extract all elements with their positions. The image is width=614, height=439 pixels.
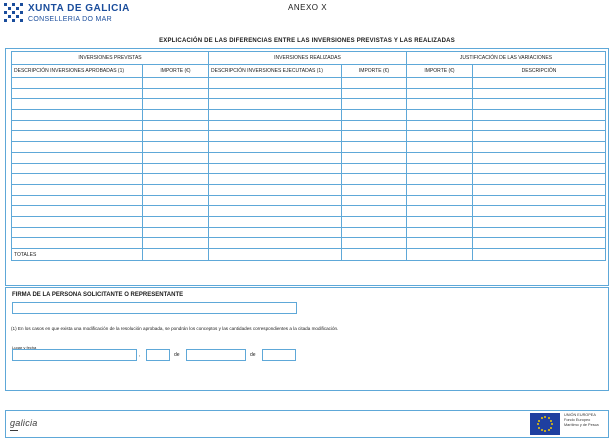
table-cell[interactable] [473, 110, 606, 121]
table-row [12, 227, 606, 238]
table-cell[interactable] [473, 163, 606, 174]
table-row [12, 131, 606, 142]
table-cell[interactable] [12, 163, 143, 174]
table-cell[interactable] [143, 216, 209, 227]
xunta-logo-icon [4, 3, 24, 23]
table-row [12, 163, 606, 174]
table-cell[interactable] [407, 120, 473, 131]
totals-label: TOTALES [12, 249, 143, 261]
table-cell[interactable] [143, 206, 209, 217]
eu-text-line: Fondo Europeo [564, 418, 591, 422]
table-cell[interactable] [12, 88, 143, 99]
table-cell[interactable] [342, 78, 407, 89]
year-field[interactable] [262, 349, 296, 361]
de-separator-2: de [250, 352, 256, 358]
table-cell[interactable] [473, 152, 606, 163]
table-cell[interactable] [209, 152, 342, 163]
de-separator-1: de [174, 352, 180, 358]
table-cell[interactable] [209, 216, 342, 227]
table-cell[interactable] [12, 120, 143, 131]
table-row [12, 99, 606, 110]
table-cell[interactable] [209, 195, 342, 206]
totals-row [12, 249, 606, 261]
table-cell[interactable] [407, 142, 473, 153]
table-cell[interactable] [407, 238, 473, 249]
table-cell[interactable] [143, 78, 209, 89]
table-cell[interactable] [473, 216, 606, 227]
table-cell[interactable] [342, 131, 407, 142]
table-cell[interactable] [143, 238, 209, 249]
table-cell[interactable] [342, 174, 407, 185]
table-cell[interactable] [342, 88, 407, 99]
table-cell[interactable] [407, 227, 473, 238]
month-field[interactable] [186, 349, 246, 361]
column-header-approved-description: DESCRIPCIÓN INVERSIONES APROBADAS (1) [12, 65, 143, 78]
table-cell[interactable] [407, 206, 473, 217]
table-row [12, 216, 606, 227]
table-cell[interactable] [143, 142, 209, 153]
table-cell[interactable] [12, 152, 143, 163]
place-field[interactable] [12, 349, 137, 361]
table-cell[interactable] [473, 195, 606, 206]
table-cell[interactable] [209, 227, 342, 238]
table-cell[interactable] [12, 227, 143, 238]
table-cell[interactable] [12, 99, 143, 110]
annex-label: ANEXO X [288, 3, 328, 12]
table-cell[interactable] [12, 78, 143, 89]
table-cell[interactable] [209, 184, 342, 195]
table-cell[interactable] [473, 88, 606, 99]
table-cell[interactable] [342, 238, 407, 249]
table-cell[interactable] [473, 227, 606, 238]
table-cell[interactable] [473, 184, 606, 195]
table-cell[interactable] [342, 195, 407, 206]
table-cell[interactable] [209, 142, 342, 153]
table-cell[interactable] [209, 238, 342, 249]
galicia-brand-mark [10, 430, 18, 431]
group-header-planned: INVERSIONES PREVISTAS [12, 52, 209, 65]
table-cell[interactable] [342, 163, 407, 174]
table-cell[interactable] [407, 216, 473, 227]
signature-field[interactable] [12, 302, 297, 314]
table-cell[interactable] [407, 174, 473, 185]
table-cell[interactable] [342, 110, 407, 121]
table-cell[interactable] [209, 99, 342, 110]
investments-table [11, 51, 606, 261]
table-cell[interactable] [143, 131, 209, 142]
table-row [12, 206, 606, 217]
table-cell[interactable] [209, 110, 342, 121]
group-header-executed: INVERSIONES REALIZADAS [209, 52, 407, 65]
table-cell[interactable] [342, 206, 407, 217]
totals-cell[interactable] [143, 249, 209, 261]
eu-fund-label [564, 413, 599, 428]
table-cell[interactable] [342, 142, 407, 153]
table-row [12, 152, 606, 163]
place-date-label: Lugar y fecha [12, 345, 37, 350]
table-cell[interactable] [473, 99, 606, 110]
table-cell[interactable] [143, 110, 209, 121]
table-row [12, 78, 606, 89]
table-cell[interactable] [12, 131, 143, 142]
comma-separator: , [139, 352, 141, 358]
signature-section [5, 287, 609, 391]
table-row [12, 174, 606, 185]
org-name: XUNTA DE GALICIA [28, 3, 130, 14]
table-row [12, 142, 606, 153]
table-row [12, 184, 606, 195]
day-field[interactable] [146, 349, 170, 361]
table-cell[interactable] [209, 120, 342, 131]
table-cell[interactable] [473, 206, 606, 217]
table-cell[interactable] [209, 131, 342, 142]
totals-cell[interactable] [473, 249, 606, 261]
table-cell[interactable] [12, 206, 143, 217]
table-cell[interactable] [407, 110, 473, 121]
table-cell[interactable] [342, 120, 407, 131]
table-cell[interactable] [342, 152, 407, 163]
signature-title: FIRMA DE LA PERSONA SOLICITANTE O REPRESENTANTE [12, 292, 184, 298]
table-cell[interactable] [12, 195, 143, 206]
column-header-executed-description: DESCRIPCIÓN INVERSIONES EJECUTADAS (1) [209, 65, 342, 78]
table-cell[interactable] [143, 227, 209, 238]
totals-cell[interactable] [342, 249, 407, 261]
eu-text-line: Marítimo y de Pesca [564, 423, 599, 427]
table-cell[interactable] [209, 78, 342, 89]
column-header-executed-amount: IMPORTE (€) [342, 65, 407, 78]
eu-text-line: UNIÓN EUROPEA [564, 413, 596, 417]
table-cell[interactable] [12, 216, 143, 227]
column-header-variation-amount: IMPORTE (€) [407, 65, 473, 78]
table-cell[interactable] [209, 206, 342, 217]
table-row [12, 195, 606, 206]
table-row [12, 238, 606, 249]
table-cell[interactable] [407, 184, 473, 195]
table-cell[interactable] [473, 238, 606, 249]
table-cell[interactable] [209, 174, 342, 185]
table-cell[interactable] [342, 216, 407, 227]
table-row [12, 110, 606, 121]
table-cell[interactable] [342, 227, 407, 238]
table-cell[interactable] [407, 152, 473, 163]
table-cell[interactable] [473, 174, 606, 185]
table-cell[interactable] [12, 238, 143, 249]
column-header-approved-amount: IMPORTE (€) [143, 65, 209, 78]
table-cell[interactable] [407, 99, 473, 110]
table-cell[interactable] [473, 120, 606, 131]
table-cell[interactable] [12, 110, 143, 121]
galicia-brand: galicia [10, 418, 38, 428]
eu-flag-icon [530, 413, 560, 435]
table-cell[interactable] [473, 142, 606, 153]
table-cell[interactable] [209, 163, 342, 174]
table-cell[interactable] [143, 99, 209, 110]
table-cell[interactable] [12, 184, 143, 195]
table-cell[interactable] [143, 184, 209, 195]
group-header-justification: JUSTIFICACIÓN DE LAS VARIACIONES [407, 52, 606, 65]
org-subtitle: CONSELLERIA DO MAR [28, 16, 112, 23]
document-title: EXPLICACIÓN DE LAS DIFERENCIAS ENTRE LAS INVERSIONES PREVISTAS Y LAS REALIZADAS [159, 38, 455, 44]
table-cell[interactable] [143, 88, 209, 99]
totals-cell[interactable] [209, 249, 342, 261]
totals-cell[interactable] [407, 249, 473, 261]
table-cell[interactable] [473, 78, 606, 89]
table-cell[interactable] [407, 195, 473, 206]
table-cell[interactable] [407, 163, 473, 174]
footer [5, 410, 609, 438]
table-cell[interactable] [143, 174, 209, 185]
table-cell[interactable] [407, 78, 473, 89]
table-cell[interactable] [143, 163, 209, 174]
table-row [12, 88, 606, 99]
table-cell[interactable] [143, 120, 209, 131]
table-row [12, 120, 606, 131]
table-cell[interactable] [407, 131, 473, 142]
table-cell[interactable] [342, 99, 407, 110]
table-cell[interactable] [342, 184, 407, 195]
table-cell[interactable] [407, 88, 473, 99]
table-cell[interactable] [143, 152, 209, 163]
footnote: (1) En los casos en que exista una modificación de la resolución aprobada, se pondrán los conceptos y las cantidades correspondientes a la citada modificación. [11, 326, 339, 331]
table-cell[interactable] [12, 174, 143, 185]
column-header-variation-description: DESCRIPCIÓN [473, 65, 606, 78]
table-cell[interactable] [209, 88, 342, 99]
table-cell[interactable] [12, 142, 143, 153]
table-cell[interactable] [143, 195, 209, 206]
table-cell[interactable] [473, 131, 606, 142]
header [0, 0, 614, 36]
